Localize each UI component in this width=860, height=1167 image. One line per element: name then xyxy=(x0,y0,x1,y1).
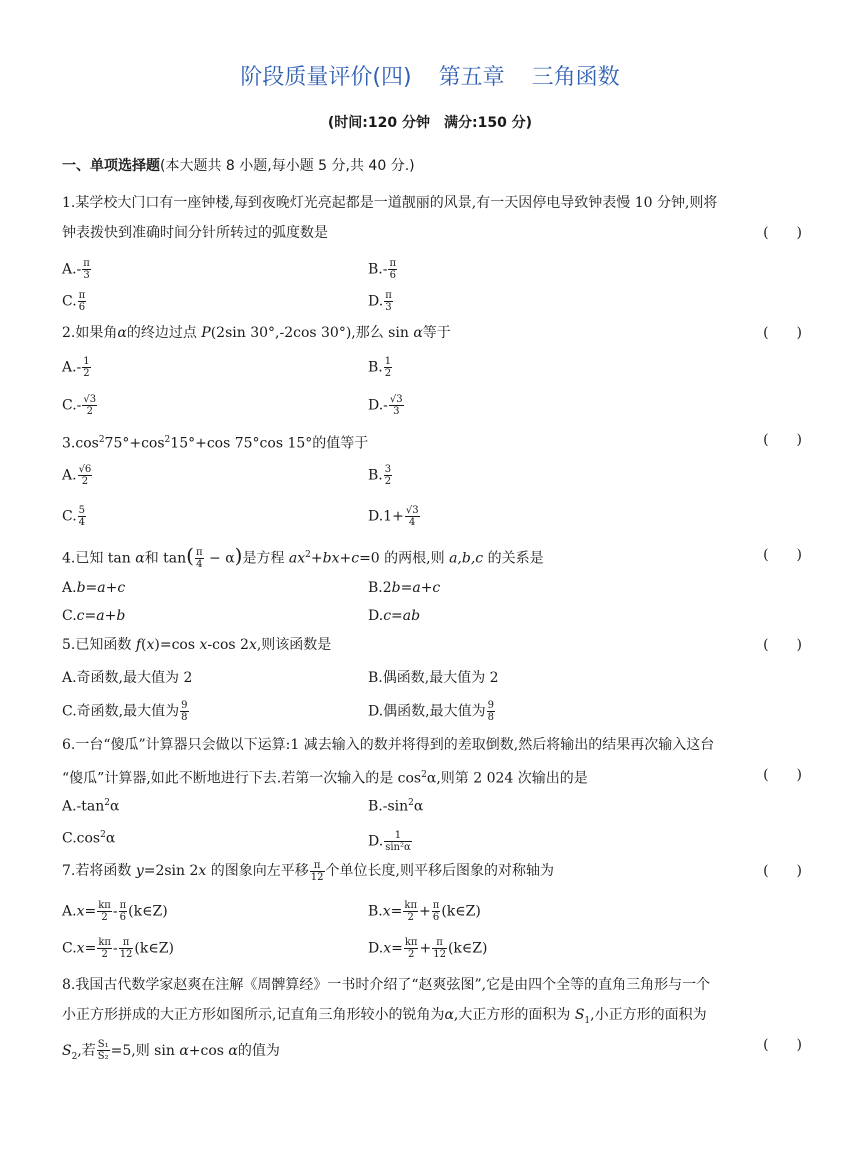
q6-option-b: $B.-\sin^2\alpha$ xyxy=(368,798,424,815)
page-title xyxy=(0,60,860,91)
q6-option-d: D. $\frac{1}{\text{sin²α}}$ xyxy=(368,830,411,853)
q5-option-a: A.奇函数,最大值为 2 xyxy=(62,670,193,686)
q1-option-a: A.- $\frac{\pi}{3}$ xyxy=(62,258,90,281)
q3-text: $3.\cos^275^\circ+\cos^215^\circ+\cos$ 75°cos 15°的值等于 xyxy=(62,435,369,452)
q3-option-b: B. $\frac{3}{2}$ xyxy=(368,464,392,487)
q5-option-c: C.奇函数,最大值为 $\frac{9}{8}$ xyxy=(62,700,188,723)
q2-option-a: A.- $\frac{1}{2}$ xyxy=(62,356,90,379)
q6-option-a: $A.-\tan^2\alpha$ xyxy=(62,798,120,815)
question-3 xyxy=(62,425,802,459)
q6-text-line2: “傻瓜”计算器,如此不断地进行下去.若第一次输入的是 $\cos^2\alpha$,则第 2 024 次输出的是 xyxy=(62,770,588,787)
question-7 xyxy=(62,856,802,886)
q2-answer-blank: ( ) xyxy=(763,325,802,341)
question-8 xyxy=(62,970,802,1072)
q4-option-b: B.2b=a+c xyxy=(368,580,441,596)
question-5 xyxy=(62,630,802,660)
q4-option-c: C.c=a+b xyxy=(62,608,126,624)
q8-text-line2: 小正方形拼成的大正方形如图所示,记直角三角形较小的锐角为α,大正方形的面积为 $S_1$,小正方形的面积为 xyxy=(62,1007,707,1026)
q4-option-a: A.b=a+c xyxy=(62,580,126,596)
section-heading xyxy=(62,155,415,175)
question-4 xyxy=(62,540,802,574)
q2-text: 2.如果角α的终边过点 P(2sin 30°,-2cos 30°),那么 sin α等于 xyxy=(62,325,451,341)
q8-text-line3: $S_2$,若 $\frac{\text{S₁}}{\text{S₂}}$ =5,则 sin α+cos α的值为 xyxy=(62,1039,280,1063)
q7-option-b: B.x= $\frac{k\pi}{2}$ + $\frac{\pi}{6}$ (k∈Z) xyxy=(368,900,481,923)
q1-text-line2: 钟表拨快到准确时间分针所转过的弧度数是 xyxy=(62,225,328,241)
title-chapter: 第五章 xyxy=(438,65,505,90)
q1-answer-blank: ( ) xyxy=(763,225,802,241)
q4-text: 4.已知 tan α和 tan( $\frac{\pi}{4}$ − α)是方程 $ax^2+bx+c=0$ 的两根,则 a,b,c 的关系是 xyxy=(62,543,544,571)
q1-option-b: B.- $\frac{\pi}{6}$ xyxy=(368,258,397,281)
q3-option-c: C. $\frac{5}{4}$ xyxy=(62,505,86,528)
section-note: (本大题共 8 小题,每小题 5 分,共 40 分.) xyxy=(160,158,415,174)
exam-info: (时间:120 分钟 满分:150 分) xyxy=(327,115,533,131)
question-6 xyxy=(62,730,802,794)
q2-option-c: C.- $\frac{√3}{2}$ xyxy=(62,394,97,417)
q6-answer-blank: ( ) xyxy=(763,767,802,783)
q5-option-b: B.偶函数,最大值为 2 xyxy=(368,670,499,686)
q4-answer-blank: ( ) xyxy=(763,547,802,563)
q7-answer-blank: ( ) xyxy=(763,863,802,879)
q3-option-d: D.1+ $\frac{√3}{4}$ xyxy=(368,505,419,528)
q1-option-c: C. $\frac{\pi}{6}$ xyxy=(62,290,86,313)
q6-text-line1: 6.一台“傻瓜”计算器只会做以下运算:1 减去输入的数并将得到的差取倒数,然后将输出的结果再次输入这台 xyxy=(62,737,715,753)
q1-text-line1: 1.某学校大门口有一座钟楼,每到夜晚灯光亮起都是一道靓丽的风景,有一天因停电导致钟表慢 10 分钟,则将 xyxy=(62,195,718,211)
q5-answer-blank: ( ) xyxy=(763,637,802,653)
title-main: 阶段质量评价(四) xyxy=(240,65,412,90)
q1-option-d: D. $\frac{\pi}{3}$ xyxy=(368,290,392,313)
q4-option-d: D.c=ab xyxy=(368,608,421,624)
q7-option-a: A.x= $\frac{k\pi}{2}$ - $\frac{\pi}{6}$ (k∈Z) xyxy=(62,900,168,923)
q6-option-c: $C.\cos^2\alpha$ xyxy=(62,830,116,847)
q3-option-a: A. $\frac{√6}{2}$ xyxy=(62,464,92,487)
q5-text: 5.已知函数 f(x)=cos x-cos 2x,则该函数是 xyxy=(62,637,332,653)
q3-answer-blank: ( ) xyxy=(763,432,802,448)
question-1 xyxy=(62,188,802,248)
q7-text: 7.若将函数 y=2sin 2x 的图象向左平移 $\frac{\pi}{12}$ 个单位长度,则平移后图象的对称轴为 xyxy=(62,859,554,883)
q8-answer-blank: ( ) xyxy=(763,1037,802,1053)
q2-option-b: B. $\frac{1}{2}$ xyxy=(368,356,392,379)
q7-option-c: C.x= $\frac{k\pi}{2}$ - $\frac{\pi}{12}$ (k∈Z) xyxy=(62,937,174,960)
q7-option-d: D.x= $\frac{k\pi}{2}$ + $\frac{\pi}{12}$ (k∈Z) xyxy=(368,937,488,960)
q8-text-line1: 8.我国古代数学家赵爽在注解《周髀算经》一书时介绍了“赵爽弦图”,它是由四个全等的直角三角形与一个 xyxy=(62,977,711,993)
title-topic: 三角函数 xyxy=(531,65,620,90)
section-title: 一、单项选择题 xyxy=(62,158,160,174)
q2-option-d: D.- $\frac{√3}{3}$ xyxy=(368,394,403,417)
q5-option-d: D.偶函数,最大值为 $\frac{9}{8}$ xyxy=(368,700,495,723)
question-2 xyxy=(62,318,802,348)
